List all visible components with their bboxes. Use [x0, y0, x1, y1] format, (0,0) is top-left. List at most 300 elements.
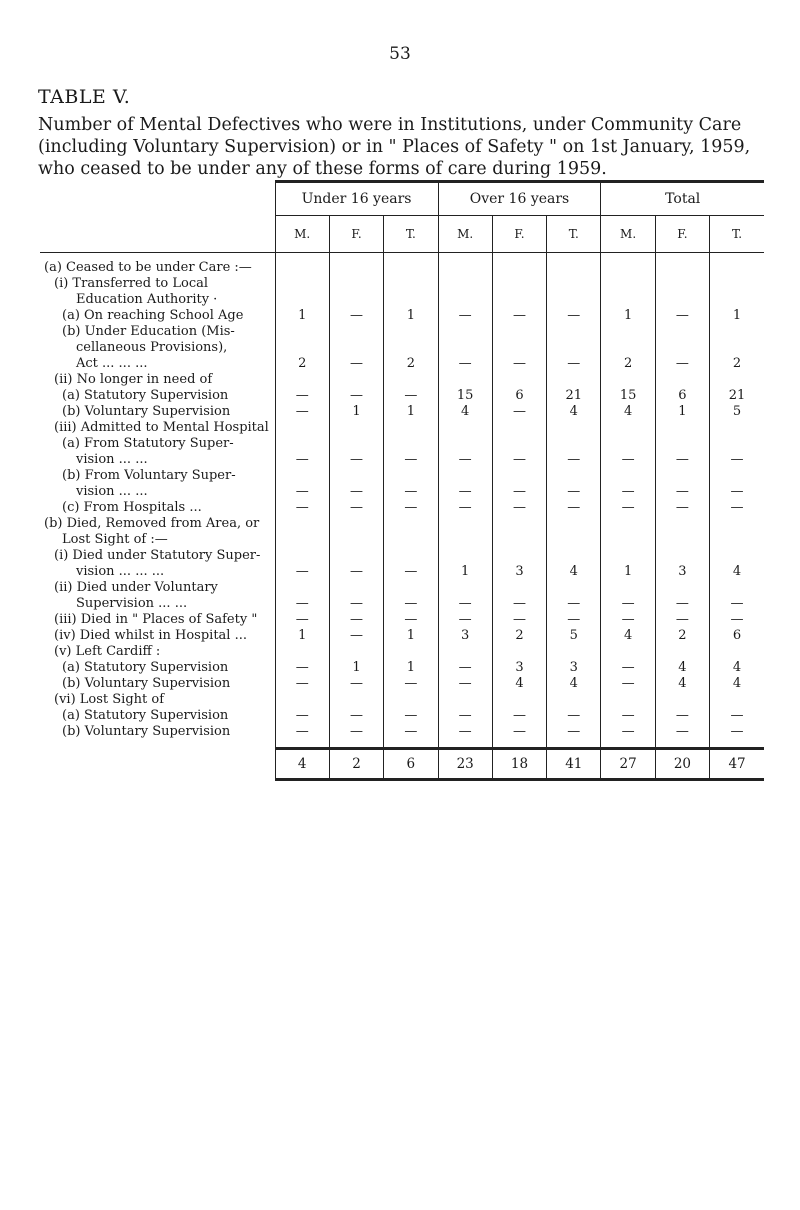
cell-value [275, 516, 329, 532]
cell-value [601, 516, 655, 532]
cell-value: 6 [492, 388, 546, 404]
row-label: vision ... ... ... [76, 564, 165, 579]
cell-value: 1 [438, 564, 492, 580]
cell-value [384, 468, 438, 484]
sub-header: T. [384, 216, 438, 253]
cell-value: 1 [329, 660, 383, 676]
cell-value [438, 324, 492, 340]
row-label: (b) From Voluntary Super- [62, 468, 236, 483]
cell-value: 21 [710, 388, 764, 404]
cell-value [329, 692, 383, 708]
cell-value [275, 372, 329, 388]
table-label: TABLE V. [38, 86, 131, 108]
table-row [40, 612, 764, 628]
cell-value: — [275, 596, 329, 612]
cell-value: 4 [710, 660, 764, 676]
cell-value: — [384, 676, 438, 692]
cell-value: — [601, 724, 655, 740]
cell-value [547, 644, 601, 660]
cell-value [275, 420, 329, 436]
cell-value [384, 580, 438, 596]
cell-value [275, 532, 329, 548]
cell-value: — [655, 308, 709, 324]
cell-value: — [329, 388, 383, 404]
cell-value [438, 692, 492, 708]
cell-value [329, 372, 383, 388]
table-row [40, 564, 764, 580]
cell-value: 1 [384, 628, 438, 644]
cell-value [601, 548, 655, 564]
cell-value [438, 644, 492, 660]
table-row [40, 324, 764, 340]
cell-value [601, 292, 655, 308]
cell-value: — [438, 612, 492, 628]
table-row [40, 644, 764, 660]
cell-value: — [655, 452, 709, 468]
cell-value [710, 372, 764, 388]
cell-value: — [438, 356, 492, 372]
table-row [40, 708, 764, 724]
cell-value: — [710, 484, 764, 500]
cell-value [329, 324, 383, 340]
cell-value: — [547, 356, 601, 372]
cell-value: — [329, 724, 383, 740]
cell-value [710, 292, 764, 308]
page-number: 53 [389, 44, 411, 64]
cell-value: — [329, 564, 383, 580]
cell-value [438, 580, 492, 596]
cell-value: 2 [601, 356, 655, 372]
cell-value: 1 [710, 308, 764, 324]
cell-value: — [384, 388, 438, 404]
sub-header: M. [275, 216, 329, 253]
table-row [40, 692, 764, 708]
cell-value: — [492, 484, 546, 500]
cell-value: — [655, 596, 709, 612]
cell-value [492, 580, 546, 596]
cell-value [438, 372, 492, 388]
cell-value: — [601, 708, 655, 724]
cell-value [655, 420, 709, 436]
cell-value [384, 436, 438, 452]
cell-value [655, 260, 709, 276]
cell-value: — [329, 308, 383, 324]
cell-value [601, 644, 655, 660]
cell-value [275, 276, 329, 292]
cell-value: 3 [655, 564, 709, 580]
cell-value: — [438, 484, 492, 500]
cell-value [275, 340, 329, 356]
cell-value: — [710, 596, 764, 612]
table-row [40, 628, 764, 644]
cell-value [655, 644, 709, 660]
cell-value [710, 532, 764, 548]
cell-value: — [329, 500, 383, 516]
cell-value [710, 420, 764, 436]
row-label: (i) Transferred to Local [54, 276, 209, 291]
cell-value [438, 260, 492, 276]
cell-value: — [601, 484, 655, 500]
row-label: (iii) Died in " Places of Safety " [54, 612, 258, 627]
sub-header: T. [547, 216, 601, 253]
cell-value [384, 292, 438, 308]
cell-value: 1 [275, 308, 329, 324]
cell-value: — [710, 500, 764, 516]
cell-value: — [275, 404, 329, 420]
cell-value: 2 [384, 356, 438, 372]
cell-value [547, 436, 601, 452]
cell-value: 2 [275, 356, 329, 372]
cell-value [601, 692, 655, 708]
cell-value [492, 532, 546, 548]
cell-value [547, 372, 601, 388]
cell-value [329, 260, 383, 276]
cell-value: 1 [384, 308, 438, 324]
row-label: (a) From Statutory Super- [62, 436, 234, 451]
cell-value [438, 340, 492, 356]
cell-value: — [492, 404, 546, 420]
cell-value [547, 420, 601, 436]
cell-value [492, 372, 546, 388]
cell-value [601, 324, 655, 340]
cell-value [438, 516, 492, 532]
cell-value [655, 292, 709, 308]
table-row [40, 452, 764, 468]
cell-value: — [275, 676, 329, 692]
cell-value: — [329, 452, 383, 468]
cell-value: — [601, 500, 655, 516]
cell-value: 4 [655, 676, 709, 692]
cell-value [275, 436, 329, 452]
cell-value [547, 292, 601, 308]
cell-value: 4 [547, 676, 601, 692]
table-row [40, 436, 764, 452]
row-label: vision ... ... [76, 484, 148, 499]
cell-value: — [384, 596, 438, 612]
cell-value: — [275, 660, 329, 676]
cell-value [492, 468, 546, 484]
row-label: (b) Under Education (Mis- [62, 324, 235, 339]
cell-value: — [329, 676, 383, 692]
cell-value [547, 532, 601, 548]
cell-value [710, 644, 764, 660]
cell-value: — [329, 612, 383, 628]
cell-value [655, 692, 709, 708]
cell-value [710, 580, 764, 596]
cell-value: 4 [547, 564, 601, 580]
cell-value [601, 260, 655, 276]
cell-value [329, 548, 383, 564]
cell-value: — [384, 500, 438, 516]
table-row [40, 260, 764, 276]
cell-value: — [275, 500, 329, 516]
table-row [40, 468, 764, 484]
cell-value: — [384, 612, 438, 628]
cell-value: 2 [655, 628, 709, 644]
cell-value: 1 [601, 564, 655, 580]
cell-value: 4 [710, 676, 764, 692]
cell-value: — [547, 500, 601, 516]
cell-value: — [275, 724, 329, 740]
row-label: (a) Statutory Supervision [62, 708, 229, 723]
table-row [40, 484, 764, 500]
row-label: Supervision ... ... [76, 596, 188, 611]
cell-value: — [492, 708, 546, 724]
cell-value [492, 276, 546, 292]
cell-value: — [384, 484, 438, 500]
cell-value [384, 420, 438, 436]
cell-value [384, 516, 438, 532]
sub-header: T. [710, 216, 764, 253]
cell-value [492, 324, 546, 340]
table-row [40, 516, 764, 532]
row-label: (ii) Died under Voluntary [54, 580, 218, 595]
cell-value [601, 276, 655, 292]
cell-value [655, 468, 709, 484]
cell-value [547, 516, 601, 532]
cell-value: — [547, 596, 601, 612]
cell-value: — [384, 708, 438, 724]
cell-value: — [492, 596, 546, 612]
sub-header: F. [655, 216, 709, 253]
cell-value: 4 [438, 404, 492, 420]
row-label: (b) Voluntary Supervision [62, 404, 231, 419]
cell-value: — [547, 308, 601, 324]
cell-value: 5 [710, 404, 764, 420]
cell-value: — [275, 708, 329, 724]
cell-value [492, 292, 546, 308]
cell-value: — [438, 676, 492, 692]
table-row [40, 724, 764, 740]
cell-value [329, 468, 383, 484]
data-table [40, 180, 764, 781]
cell-value [384, 324, 438, 340]
row-label: (iii) Admitted to Mental Hospital [54, 420, 269, 435]
sub-header: F. [329, 216, 383, 253]
row-label: (i) Died under Statutory Super- [54, 548, 261, 563]
cell-value: — [655, 708, 709, 724]
cell-value [438, 436, 492, 452]
cell-value: — [329, 596, 383, 612]
cell-value [655, 580, 709, 596]
cell-value: — [384, 564, 438, 580]
row-label: (b) Voluntary Supervision [62, 724, 231, 739]
cell-value [275, 692, 329, 708]
cell-value: — [655, 724, 709, 740]
row-label: (c) From Hospitals ... [62, 500, 202, 515]
cell-value: — [329, 628, 383, 644]
cell-value [710, 340, 764, 356]
cell-value [329, 340, 383, 356]
group-header-total: Total [601, 182, 764, 216]
cell-value [384, 548, 438, 564]
cell-value [492, 436, 546, 452]
table-row [40, 500, 764, 516]
total-value: 41 [547, 749, 601, 780]
cell-value: 4 [547, 404, 601, 420]
cell-value [492, 548, 546, 564]
cell-value [492, 644, 546, 660]
sub-header: F. [492, 216, 546, 253]
cell-value: — [601, 660, 655, 676]
cell-value [329, 644, 383, 660]
cell-value: — [438, 660, 492, 676]
cell-value: — [438, 708, 492, 724]
cell-value: — [438, 500, 492, 516]
table-row [40, 356, 764, 372]
cell-value: — [384, 724, 438, 740]
cell-value [601, 436, 655, 452]
row-label: (v) Left Cardiff : [54, 644, 161, 659]
cell-value: 5 [547, 628, 601, 644]
cell-value [438, 532, 492, 548]
table-row [40, 532, 764, 548]
row-label: Act ... ... ... [76, 356, 148, 371]
cell-value [547, 260, 601, 276]
cell-value: — [547, 708, 601, 724]
cell-value: 4 [492, 676, 546, 692]
cell-value: — [275, 484, 329, 500]
cell-value [384, 340, 438, 356]
table-row [40, 580, 764, 596]
cell-value: 2 [710, 356, 764, 372]
table-row [40, 292, 764, 308]
cell-value [329, 436, 383, 452]
cell-value [655, 340, 709, 356]
table-row [40, 548, 764, 564]
row-label: cellaneous Provisions), [76, 340, 228, 355]
cell-value: — [601, 676, 655, 692]
cell-value [438, 276, 492, 292]
cell-value: — [275, 612, 329, 628]
cell-value: — [329, 484, 383, 500]
table-row [40, 340, 764, 356]
table-row [40, 276, 764, 292]
header-group-row [40, 182, 764, 216]
cell-value: 1 [601, 308, 655, 324]
cell-value [547, 692, 601, 708]
cell-value [601, 580, 655, 596]
cell-value: 4 [601, 628, 655, 644]
cell-value: — [438, 724, 492, 740]
cell-value [384, 372, 438, 388]
cell-value [438, 292, 492, 308]
cell-value [547, 340, 601, 356]
group-header-under-16: Under 16 years [275, 182, 438, 216]
cell-value: 1 [275, 628, 329, 644]
row-label: vision ... ... [76, 452, 148, 467]
cell-value [275, 324, 329, 340]
row-label: (b) Voluntary Supervision [62, 676, 231, 691]
total-value: 23 [438, 749, 492, 780]
cell-value: 1 [655, 404, 709, 420]
sub-header: M. [438, 216, 492, 253]
header-sub-row [40, 216, 764, 253]
cell-value [329, 276, 383, 292]
cell-value [329, 580, 383, 596]
group-header-over-16: Over 16 years [438, 182, 601, 216]
cell-value [492, 420, 546, 436]
cell-value: — [547, 612, 601, 628]
cell-value [601, 372, 655, 388]
cell-value: — [710, 452, 764, 468]
cell-value [384, 692, 438, 708]
cell-value: 6 [710, 628, 764, 644]
cell-value [275, 468, 329, 484]
cell-value [710, 324, 764, 340]
cell-value: — [438, 596, 492, 612]
cell-value: — [275, 452, 329, 468]
cell-value [710, 548, 764, 564]
cell-value [275, 644, 329, 660]
total-value: 6 [384, 749, 438, 780]
cell-value: 3 [492, 660, 546, 676]
total-value: 47 [710, 749, 764, 780]
table-row [40, 404, 764, 420]
cell-value: — [547, 484, 601, 500]
cell-value: 15 [438, 388, 492, 404]
cell-value: 4 [710, 564, 764, 580]
cell-value: — [547, 452, 601, 468]
cell-value [329, 292, 383, 308]
cell-value [601, 532, 655, 548]
cell-value [329, 532, 383, 548]
cell-value: — [275, 388, 329, 404]
cell-value: 6 [655, 388, 709, 404]
cell-value: 4 [601, 404, 655, 420]
cell-value: — [601, 596, 655, 612]
cell-value [492, 692, 546, 708]
cell-value: — [710, 708, 764, 724]
cell-value [601, 340, 655, 356]
cell-value: — [275, 564, 329, 580]
cell-value [384, 644, 438, 660]
cell-value [655, 436, 709, 452]
table-row [40, 660, 764, 676]
cell-value: — [710, 612, 764, 628]
total-value: 4 [275, 749, 329, 780]
cell-value: — [710, 724, 764, 740]
cell-value: 1 [329, 404, 383, 420]
cell-value: 15 [601, 388, 655, 404]
cell-value: — [655, 612, 709, 628]
cell-value [710, 516, 764, 532]
cell-value [655, 276, 709, 292]
cell-value [438, 548, 492, 564]
cell-value [275, 548, 329, 564]
row-label: (iv) Died whilst in Hospital ... [54, 628, 247, 643]
cell-value: 3 [547, 660, 601, 676]
cell-value: — [438, 308, 492, 324]
cell-value [492, 340, 546, 356]
cell-value [384, 260, 438, 276]
cell-value: 3 [438, 628, 492, 644]
table-row [40, 372, 764, 388]
table-row [40, 676, 764, 692]
cell-value [601, 420, 655, 436]
cell-value [710, 436, 764, 452]
cell-value: 4 [655, 660, 709, 676]
cell-value [547, 580, 601, 596]
cell-value: — [492, 724, 546, 740]
row-label: Lost Sight of :— [62, 532, 168, 547]
cell-value: — [547, 724, 601, 740]
cell-value [547, 468, 601, 484]
table-row [40, 308, 764, 324]
cell-value: — [384, 452, 438, 468]
cell-value [438, 420, 492, 436]
cell-value [438, 468, 492, 484]
